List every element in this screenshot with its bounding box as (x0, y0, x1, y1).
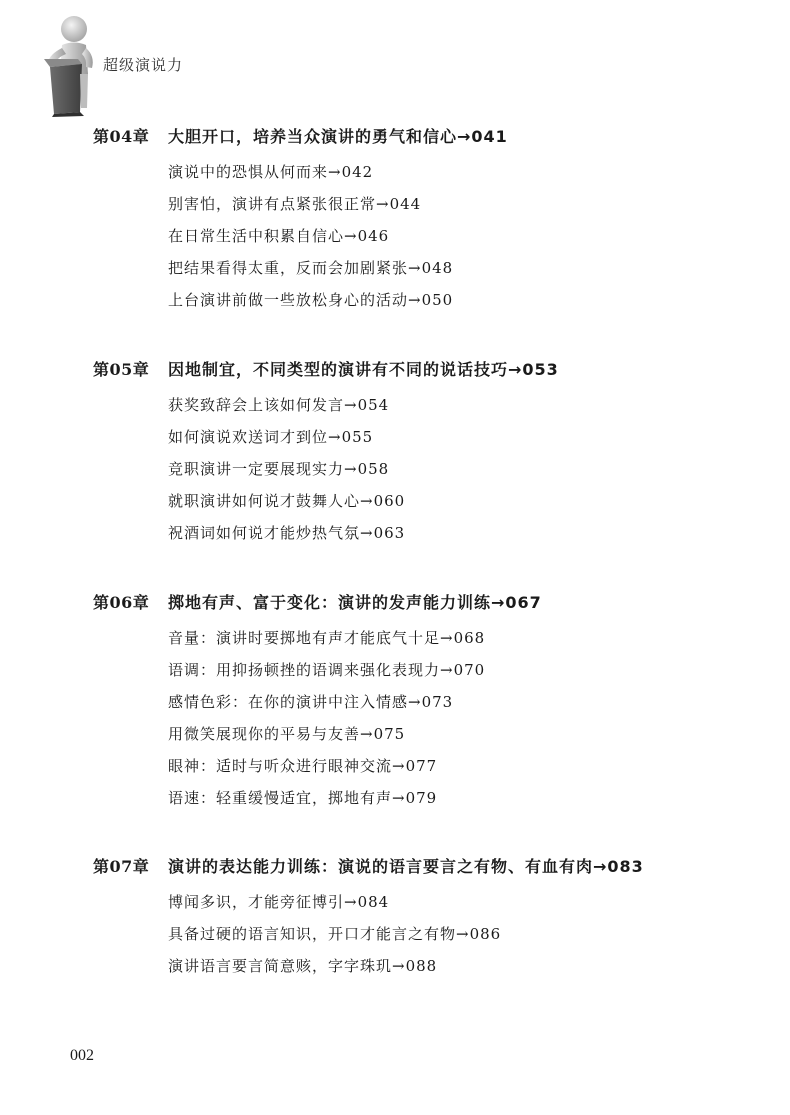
chapter-04 (93, 124, 753, 309)
section-list (168, 891, 501, 987)
section-item: 别害怕，演讲有点紧张很正常→044 (168, 195, 422, 213)
chapter-number: 第05章 (93, 360, 150, 379)
chapter-number: 第04章 (93, 127, 150, 146)
chapter-heading (93, 854, 753, 878)
section-item: 眼神：适时与听众进行眼神交流→077 (168, 757, 438, 775)
chapter-number: 第07章 (93, 857, 150, 876)
section-item: 音量：演讲时要掷地有声才能底气十足→068 (168, 629, 486, 647)
chapter-07 (93, 854, 753, 975)
section-item: 博闻多识，才能旁征博引→084 (168, 893, 390, 911)
section-item: 竞职演讲一定要展现实力→058 (168, 460, 390, 478)
chapter-title: 因地制宜，不同类型的演讲有不同的说话技巧→053 (168, 360, 559, 379)
section-item: 把结果看得太重，反而会加剧紧张→048 (168, 259, 454, 277)
chapter-heading (93, 357, 753, 381)
running-header-title: 超级演说力 (103, 56, 184, 74)
section-item: 就职演讲如何说才鼓舞人心→060 (168, 492, 406, 510)
section-item: 语调：用抑扬顿挫的语调来强化表现力→070 (168, 661, 486, 679)
chapter-06 (93, 590, 753, 807)
3d-man-at-podium-icon (40, 12, 100, 117)
chapter-heading (93, 124, 753, 148)
chapter-heading (93, 590, 753, 614)
chapter-title: 掷地有声、富于变化：演讲的发声能力训练→067 (168, 593, 542, 612)
section-item: 演说中的恐惧从何而来→042 (168, 163, 374, 181)
chapter-title: 演讲的表达能力训练：演说的语言要言之有物、有血有肉→083 (168, 857, 644, 876)
section-item: 具备过硬的语言知识，开口才能言之有物→086 (168, 925, 502, 943)
section-list (168, 627, 485, 819)
section-item: 在日常生活中积累自信心→046 (168, 227, 390, 245)
section-list (168, 161, 453, 321)
section-item: 获奖致辞会上该如何发言→054 (168, 396, 390, 414)
section-item: 如何演说欢送词才到位→055 (168, 428, 374, 446)
section-item: 语速：轻重缓慢适宜，掷地有声→079 (168, 789, 438, 807)
chapter-05 (93, 357, 753, 542)
chapter-title: 大胆开口，培养当众演讲的勇气和信心→041 (168, 127, 508, 146)
page-number: 002 (70, 1047, 94, 1064)
section-item: 感情色彩：在你的演讲中注入情感→073 (168, 693, 454, 711)
section-item: 上台演讲前做一些放松身心的活动→050 (168, 291, 454, 309)
chapter-number: 第06章 (93, 593, 150, 612)
section-item: 演讲语言要言简意赅，字字珠玑→088 (168, 957, 438, 975)
section-item: 祝酒词如何说才能炒热气氛→063 (168, 524, 406, 542)
section-list (168, 394, 405, 554)
section-item: 用微笑展现你的平易与友善→075 (168, 725, 406, 743)
